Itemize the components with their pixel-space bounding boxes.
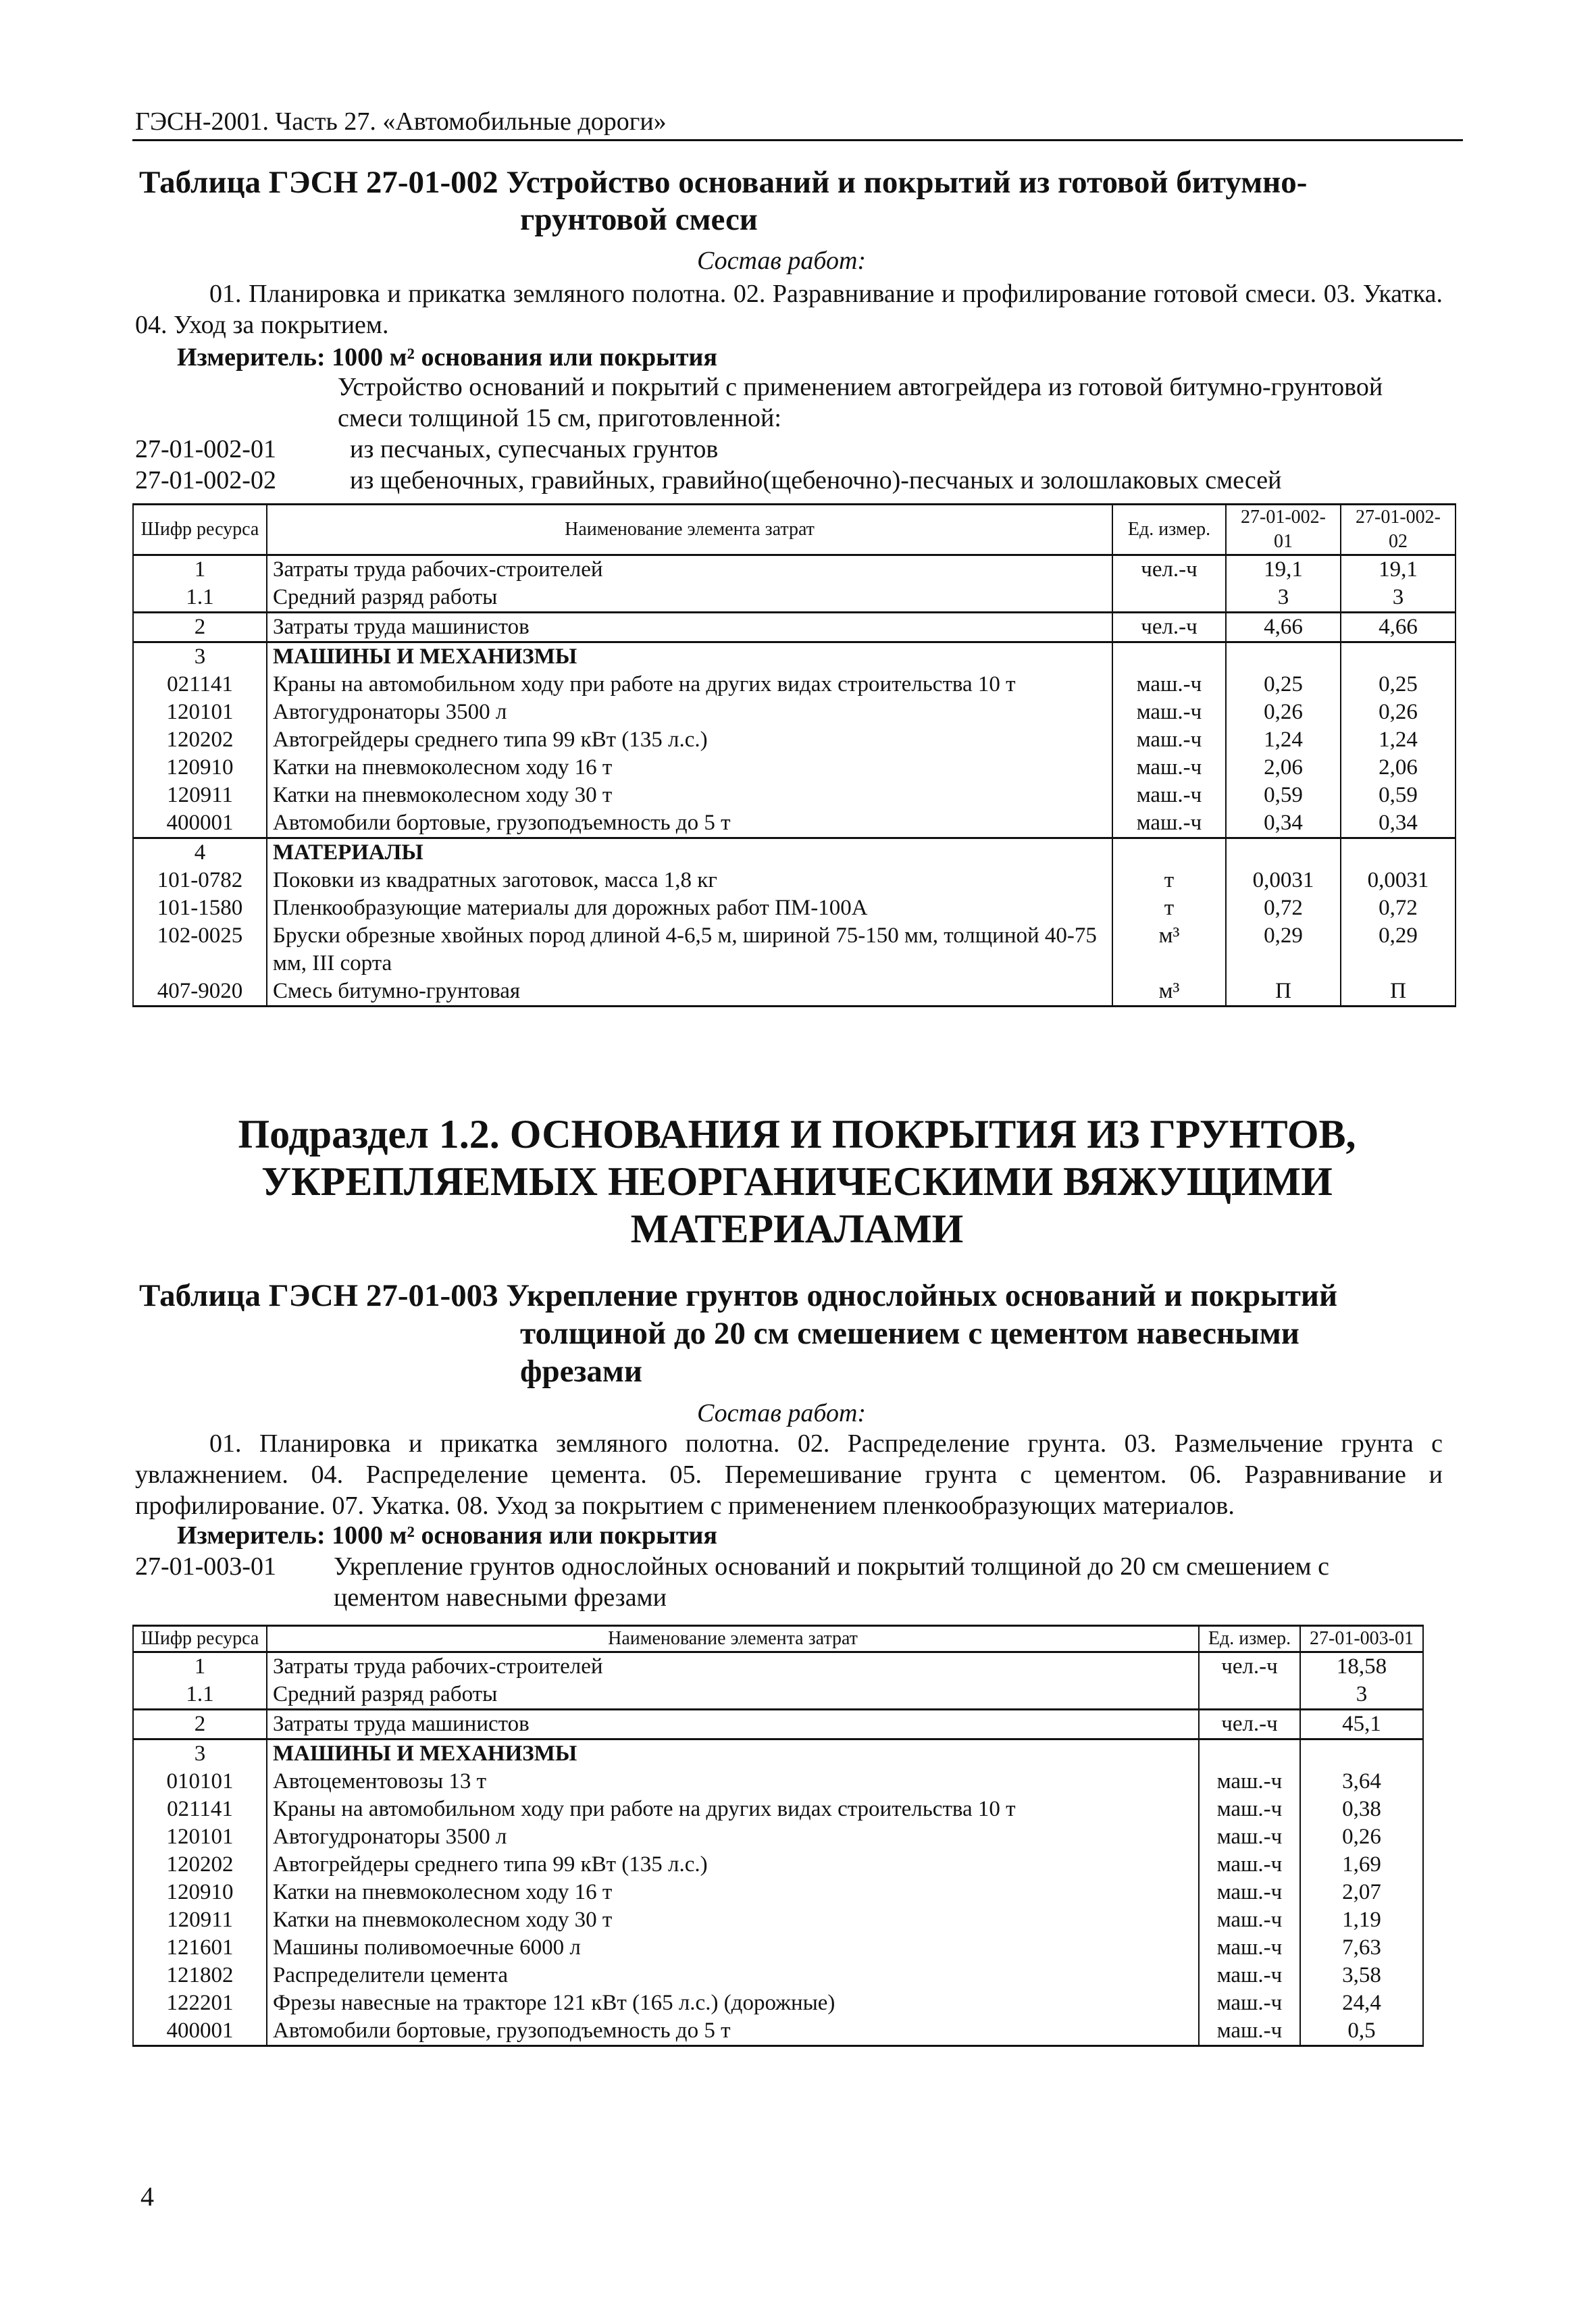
cell-v1: 2,07 <box>1300 1879 1423 1906</box>
cell-name: Краны на автомобильном ходу при работе на других видах строительства 10 т <box>267 1796 1199 1823</box>
table-row <box>133 838 1456 867</box>
section-title-line3: МАТЕРИАЛАМИ <box>630 1206 964 1251</box>
cell-unit: маш.-ч <box>1112 726 1226 754</box>
table-row <box>133 894 1456 922</box>
cell-name: Автомобили бортовые, грузоподъемность до 5 т <box>267 809 1112 838</box>
header-col1: 27-01-002-01 <box>1226 505 1341 555</box>
table-row <box>133 809 1456 838</box>
cell-v2: 0,59 <box>1341 782 1456 809</box>
cell-name: Затраты труда машинистов <box>267 1710 1199 1739</box>
cell-code: 3 <box>133 1739 267 1769</box>
cell-unit: чел.-ч <box>1112 555 1226 584</box>
cell-v1: 0,25 <box>1226 671 1341 698</box>
cell-v1: 0,34 <box>1226 809 1341 838</box>
table1-works-label: Состав работ: <box>697 247 867 275</box>
cell-unit <box>1199 1739 1300 1769</box>
header-unit: Ед. измер. <box>1199 1626 1300 1652</box>
cell-name: Распределители цемента <box>267 1962 1199 1989</box>
cell-name: Бруски обрезные хвойных пород длиной 4-6,5 м, шириной 75-150 мм, толщиной 40-75 мм, III сорта <box>267 922 1112 977</box>
cell-v1: 1,24 <box>1226 726 1341 754</box>
cell-v2: 0,72 <box>1341 894 1456 922</box>
cell-v2: 19,1 <box>1341 555 1456 584</box>
cell-code: 400001 <box>133 2017 267 2046</box>
cell-unit: маш.-ч <box>1199 1934 1300 1962</box>
header-name: Наименование элемента затрат <box>267 505 1112 555</box>
cell-name: Автогудронаторы 3500 л <box>267 698 1112 726</box>
cell-unit <box>1112 584 1226 613</box>
cell-v1 <box>1226 838 1341 867</box>
table1-title-line2: грунтовой смеси <box>520 202 758 237</box>
cell-name: Автоцементовозы 13 т <box>267 1768 1199 1796</box>
table-row <box>133 754 1456 782</box>
cell-unit: маш.-ч <box>1199 1906 1300 1934</box>
cell-name: Машины поливомоечные 6000 л <box>267 1934 1199 1962</box>
cell-v1: 19,1 <box>1226 555 1341 584</box>
table2-title-line3: фрезами <box>520 1354 643 1389</box>
table-row <box>133 782 1456 809</box>
table1-works-text: 01. Планировка и прикатка земляного полотна. 02. Разравнивание и профилирование готовой смеси. 03. Укатка. 04. Уход за покрытием. <box>135 280 1443 339</box>
cell-unit: маш.-ч <box>1199 1796 1300 1823</box>
table2-works-text: 01. Планировка и прикатка земляного полотна. 02. Распределение грунта. 03. Размельчение грунта с увлажнением. 04. Распределение цемента. 05. Перемешивание грунта с цементом. 06. Разравнивание и профилирование. 07. Укатка. 08. Уход за покрытием с применением пленкообразующих материалов. <box>135 1429 1443 1520</box>
cell-name: Затраты труда рабочих-строителей <box>267 555 1112 584</box>
cell-code: 102-0025 <box>133 922 267 977</box>
table-row <box>133 698 1456 726</box>
table1-variant-text: из песчаных, супесчаных грунтов <box>350 435 719 463</box>
cell-v1: 0,72 <box>1226 894 1341 922</box>
cell-unit: т <box>1112 867 1226 894</box>
cell-name: Автогрейдеры среднего типа 99 кВт (135 л.с.) <box>267 1851 1199 1879</box>
section-title-line2: УКРЕПЛЯЕМЫХ НЕОРГАНИЧЕСКИМИ ВЯЖУЩИМИ <box>261 1159 1333 1204</box>
header-code: Шифр ресурса <box>133 1626 267 1652</box>
cell-name: Катки на пневмоколесном ходу 16 т <box>267 1879 1199 1906</box>
cell-v2: 1,24 <box>1341 726 1456 754</box>
cell-unit: маш.-ч <box>1112 809 1226 838</box>
cell-v2: П <box>1341 977 1456 1007</box>
cell-name: Катки на пневмоколесном ходу 30 т <box>267 1906 1199 1934</box>
table-row <box>133 1962 1423 1989</box>
cell-v2: 0,25 <box>1341 671 1456 698</box>
table-row <box>133 1906 1423 1934</box>
cell-v2: 3 <box>1341 584 1456 613</box>
cell-unit: маш.-ч <box>1112 698 1226 726</box>
cell-unit: маш.-ч <box>1199 1879 1300 1906</box>
cell-v1: 0,26 <box>1300 1823 1423 1851</box>
table-row <box>133 1823 1423 1851</box>
cell-name: Смесь битумно-грунтовая <box>267 977 1112 1007</box>
table2-resources <box>132 1625 1424 2047</box>
cell-unit: т <box>1112 894 1226 922</box>
table-row <box>133 867 1456 894</box>
section-title-line1: Подраздел 1.2. ОСНОВАНИЯ И ПОКРЫТИЯ ИЗ ГРУНТОВ, <box>238 1112 1356 1156</box>
cell-unit: маш.-ч <box>1199 2017 1300 2046</box>
cell-v1: 24,4 <box>1300 1989 1423 2017</box>
table-row <box>133 2017 1423 2046</box>
table-row <box>133 671 1456 698</box>
cell-name: Катки на пневмоколесном ходу 30 т <box>267 782 1112 809</box>
table1-desc-line2: смеси толщиной 15 см, приготовленной: <box>338 404 781 432</box>
header-code: Шифр ресурса <box>133 505 267 555</box>
cell-v2: 0,29 <box>1341 922 1456 977</box>
cell-code: 1.1 <box>133 584 267 613</box>
cell-unit: маш.-ч <box>1112 671 1226 698</box>
cell-code: 121601 <box>133 1934 267 1962</box>
cell-v1: 0,26 <box>1226 698 1341 726</box>
table-row <box>133 922 1456 977</box>
cell-name: Затраты труда машинистов <box>267 613 1112 642</box>
cell-unit: маш.-ч <box>1199 1768 1300 1796</box>
table-row <box>133 977 1456 1007</box>
cell-code: 3 <box>133 642 267 671</box>
cell-code: 120202 <box>133 726 267 754</box>
cell-unit: маш.-ч <box>1199 1989 1300 2017</box>
cell-code: 1 <box>133 1652 267 1681</box>
cell-name: Фрезы навесные на тракторе 121 кВт (165 л.с.) (дорожные) <box>267 1989 1199 2017</box>
cell-v1: 0,38 <box>1300 1796 1423 1823</box>
cell-name: Поковки из квадратных заготовок, масса 1,8 кг <box>267 867 1112 894</box>
cell-code: 120910 <box>133 1879 267 1906</box>
running-head: ГЭСН-2001. Часть 27. «Автомобильные дороги» <box>135 107 667 136</box>
table1-variant-text: из щебеночных, гравийных, гравийно(щебеночно)-песчаных и золошлаковых смесей <box>350 466 1282 494</box>
cell-name: МАТЕРИАЛЫ <box>267 838 1112 867</box>
table-row <box>133 1879 1423 1906</box>
cell-v1: 1,19 <box>1300 1906 1423 1934</box>
table-row <box>133 1851 1423 1879</box>
cell-name: Средний разряд работы <box>267 1681 1199 1710</box>
cell-unit: маш.-ч <box>1112 754 1226 782</box>
cell-code: 120101 <box>133 1823 267 1851</box>
cell-v1: 3,64 <box>1300 1768 1423 1796</box>
table1-header-row <box>133 505 1456 555</box>
table1-variant-code: 27-01-002-02 <box>135 466 276 494</box>
cell-v1 <box>1300 1739 1423 1769</box>
cell-code: 021141 <box>133 1796 267 1823</box>
cell-unit: чел.-ч <box>1199 1652 1300 1681</box>
table2-header-row <box>133 1626 1423 1652</box>
cell-code: 1.1 <box>133 1681 267 1710</box>
cell-v1: 18,58 <box>1300 1652 1423 1681</box>
cell-v1: 1,69 <box>1300 1851 1423 1879</box>
cell-unit <box>1112 642 1226 671</box>
cell-name: Пленкообразующие материалы для дорожных работ ПМ-100А <box>267 894 1112 922</box>
cell-unit <box>1112 838 1226 867</box>
cell-unit: м³ <box>1112 977 1226 1007</box>
cell-unit: чел.-ч <box>1199 1710 1300 1739</box>
cell-name: Затраты труда рабочих-строителей <box>267 1652 1199 1681</box>
table-row <box>133 1710 1423 1739</box>
cell-v2 <box>1341 642 1456 671</box>
cell-code: 122201 <box>133 1989 267 2017</box>
table2-variant-line1: Укрепление грунтов однослойных оснований и покрытий толщиной до 20 см смешением с <box>334 1552 1329 1581</box>
cell-v2: 0,26 <box>1341 698 1456 726</box>
cell-code: 2 <box>133 1710 267 1739</box>
cell-code: 120202 <box>133 1851 267 1879</box>
cell-v1: П <box>1226 977 1341 1007</box>
table-row <box>133 642 1456 671</box>
cell-code: 120101 <box>133 698 267 726</box>
table-row <box>133 726 1456 754</box>
cell-code: 400001 <box>133 809 267 838</box>
cell-unit: маш.-ч <box>1199 1823 1300 1851</box>
cell-name: МАШИНЫ И МЕХАНИЗМЫ <box>267 1739 1199 1769</box>
cell-code: 010101 <box>133 1768 267 1796</box>
cell-unit: маш.-ч <box>1112 782 1226 809</box>
cell-code: 1 <box>133 555 267 584</box>
cell-code: 120911 <box>133 782 267 809</box>
table2-variant-code: 27-01-003-01 <box>135 1552 276 1581</box>
header-col2: 27-01-002-02 <box>1341 505 1456 555</box>
cell-v1: 45,1 <box>1300 1710 1423 1739</box>
cell-code: 101-0782 <box>133 867 267 894</box>
cell-v2: 2,06 <box>1341 754 1456 782</box>
cell-v1: 0,5 <box>1300 2017 1423 2046</box>
table1-variant-code: 27-01-002-01 <box>135 435 276 463</box>
table2-works-label: Состав работ: <box>697 1399 867 1427</box>
table-row <box>133 1652 1423 1681</box>
table-row <box>133 584 1456 613</box>
cell-code: 4 <box>133 838 267 867</box>
table-row <box>133 613 1456 642</box>
table2-title-line2: толщиной до 20 см смешением с цементом навесными <box>520 1316 1299 1351</box>
cell-v1: 3,58 <box>1300 1962 1423 1989</box>
cell-name: Средний разряд работы <box>267 584 1112 613</box>
cell-name: Автогудронаторы 3500 л <box>267 1823 1199 1851</box>
cell-code: 120911 <box>133 1906 267 1934</box>
table-row <box>133 1989 1423 2017</box>
cell-name: Катки на пневмоколесном ходу 16 т <box>267 754 1112 782</box>
page-number: 4 <box>140 2181 154 2212</box>
cell-v2: 4,66 <box>1341 613 1456 642</box>
cell-v1: 3 <box>1300 1681 1423 1710</box>
cell-code: 2 <box>133 613 267 642</box>
cell-name: Краны на автомобильном ходу при работе на других видах строительства 10 т <box>267 671 1112 698</box>
table-row <box>133 555 1456 584</box>
cell-unit: чел.-ч <box>1112 613 1226 642</box>
cell-v1: 0,0031 <box>1226 867 1341 894</box>
cell-v2: 0,34 <box>1341 809 1456 838</box>
header-name: Наименование элемента затрат <box>267 1626 1199 1652</box>
cell-code: 101-1580 <box>133 894 267 922</box>
cell-name: МАШИНЫ И МЕХАНИЗМЫ <box>267 642 1112 671</box>
table-row <box>133 1934 1423 1962</box>
cell-unit: маш.-ч <box>1199 1962 1300 1989</box>
table1-desc-line1: Устройство оснований и покрытий с применением автогрейдера из готовой битумно-грунтовой <box>338 373 1383 401</box>
cell-v1: 0,59 <box>1226 782 1341 809</box>
table-row <box>133 1796 1423 1823</box>
cell-name: Автомобили бортовые, грузоподъемность до 5 т <box>267 2017 1199 2046</box>
cell-code: 121802 <box>133 1962 267 1989</box>
cell-v1 <box>1226 642 1341 671</box>
header-unit: Ед. измер. <box>1112 505 1226 555</box>
table-row <box>133 1768 1423 1796</box>
cell-v1: 4,66 <box>1226 613 1341 642</box>
cell-v1: 0,29 <box>1226 922 1341 977</box>
cell-v1: 3 <box>1226 584 1341 613</box>
table-row <box>133 1681 1423 1710</box>
cell-code: 120910 <box>133 754 267 782</box>
table-row <box>133 1739 1423 1769</box>
cell-code: 021141 <box>133 671 267 698</box>
table2-title-line1: Таблица ГЭСН 27-01-003 Укрепление грунтов однослойных оснований и покрытий <box>139 1278 1338 1313</box>
cell-code: 407-9020 <box>133 977 267 1007</box>
table1-title-line1: Таблица ГЭСН 27-01-002 Устройство оснований и покрытий из готовой битумно- <box>139 165 1308 200</box>
cell-name: Автогрейдеры среднего типа 99 кВт (135 л.с.) <box>267 726 1112 754</box>
cell-unit <box>1199 1681 1300 1710</box>
header-col1: 27-01-003-01 <box>1300 1626 1423 1652</box>
cell-unit: м³ <box>1112 922 1226 977</box>
table1-resources <box>132 503 1456 1007</box>
cell-v2 <box>1341 838 1456 867</box>
header-rule <box>132 139 1463 141</box>
table1-meter: Измеритель: 1000 м² основания или покрытия <box>177 343 717 372</box>
cell-v1: 2,06 <box>1226 754 1341 782</box>
cell-unit: маш.-ч <box>1199 1851 1300 1879</box>
cell-v1: 7,63 <box>1300 1934 1423 1962</box>
table2-meter: Измеритель: 1000 м² основания или покрытия <box>177 1521 717 1550</box>
cell-v2: 0,0031 <box>1341 867 1456 894</box>
table2-variant-line2: цементом навесными фрезами <box>334 1583 667 1612</box>
